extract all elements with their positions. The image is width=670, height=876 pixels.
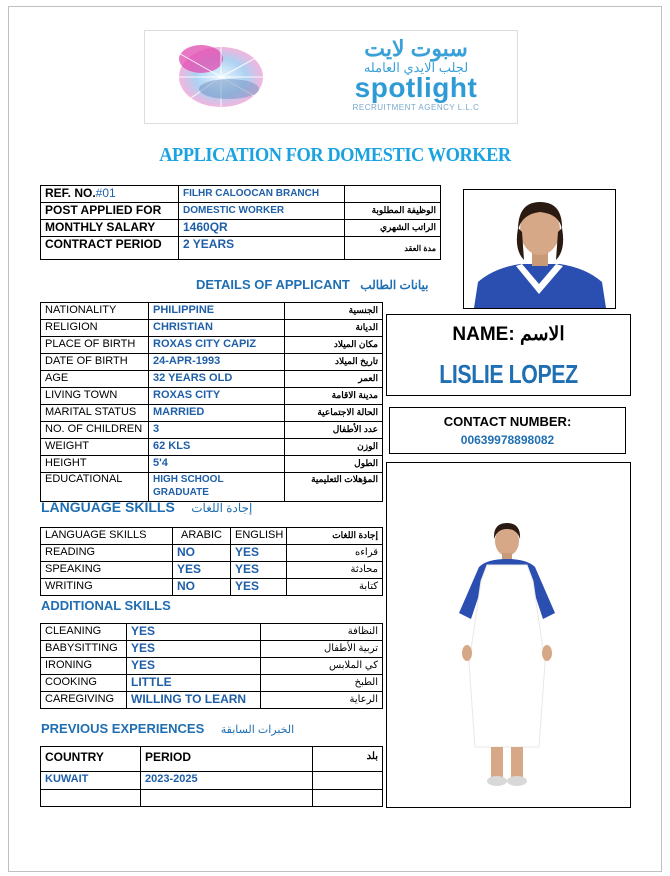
- salary-label: MONTHLY SALARY: [41, 220, 179, 237]
- contract-value: 2 YEARS: [179, 237, 345, 260]
- language-heading-en: LANGUAGE SKILLS: [41, 499, 175, 515]
- detail-value: MARRIED: [149, 405, 285, 422]
- empty-cell: [345, 186, 441, 203]
- language-col-arabic: ARABIC: [173, 528, 231, 545]
- detail-label: MARITAL STATUS: [41, 405, 149, 422]
- detail-label: AGE: [41, 371, 149, 388]
- language-arabic-value: NO: [173, 545, 231, 562]
- skill-label: CAREGIVING: [41, 692, 127, 709]
- language-col-english: ENGLISH: [231, 528, 287, 545]
- detail-value: HIGH SCHOOL GRADUATE: [149, 473, 285, 502]
- contract-label-ar: مدة العقد: [345, 237, 441, 260]
- detail-label-ar: عدد الأطفال: [285, 422, 383, 439]
- experience-heading-en: PREVIOUS EXPERIENCES: [41, 721, 205, 736]
- table-row: [41, 658, 383, 675]
- ref-label: REF. NO.: [45, 186, 96, 200]
- name-label: NAME:: [452, 324, 515, 345]
- detail-label-ar: الطول: [285, 456, 383, 473]
- skill-value: LITTLE: [127, 675, 261, 692]
- contact-number: 00639978898082: [460, 433, 555, 447]
- name-label-ar: الاسم: [519, 324, 565, 345]
- ref-cell: [41, 186, 179, 203]
- skill-label-ar: الطبخ: [261, 675, 383, 692]
- detail-value: 62 KLS: [149, 439, 285, 456]
- language-heading: [41, 499, 252, 517]
- table-row: [41, 303, 383, 320]
- table-row: [41, 790, 383, 807]
- page-title: APPLICATION FOR DOMESTIC WORKER: [159, 144, 511, 166]
- portrait-photo-icon: [464, 190, 615, 308]
- salary-label-ar: الراتب الشهري: [345, 220, 441, 237]
- empty-cell: [313, 772, 383, 790]
- salary-value: 1460QR: [179, 220, 345, 237]
- detail-value: ROXAS CITY: [149, 388, 285, 405]
- table-row: [41, 237, 441, 260]
- experience-col-ar: بلد: [313, 747, 383, 772]
- post-value: DOMESTIC WORKER: [179, 203, 345, 220]
- table-row: [41, 405, 383, 422]
- reference-table: [40, 185, 441, 260]
- table-row: [41, 528, 383, 545]
- table-row: [41, 675, 383, 692]
- contract-label: CONTRACT PERIOD: [41, 237, 179, 260]
- table-row: [41, 371, 383, 388]
- table-row: [41, 562, 383, 579]
- detail-value: 3: [149, 422, 285, 439]
- detail-label: PLACE OF BIRTH: [41, 337, 149, 354]
- additional-heading: ADDITIONAL SKILLS: [41, 598, 171, 613]
- language-skill-label: WRITING: [41, 579, 173, 596]
- table-row: [41, 320, 383, 337]
- contact-label: CONTACT NUMBER:: [443, 414, 572, 429]
- contact-box: [389, 407, 626, 454]
- table-row: [41, 388, 383, 405]
- skill-value: YES: [127, 658, 261, 675]
- language-col-skill: LANGUAGE SKILLS: [41, 528, 173, 545]
- skill-value: YES: [127, 624, 261, 641]
- table-row: [41, 186, 441, 203]
- detail-label-ar: مدينة الاقامة: [285, 388, 383, 405]
- language-skill-ar: قراءه: [287, 545, 383, 562]
- details-heading-en: DETAILS OF APPLICANT: [196, 277, 350, 292]
- full-body-photo-icon: [387, 463, 630, 807]
- skill-value: WILLING TO LEARN: [127, 692, 261, 709]
- branch-value: FILHR CALOOCAN BRANCH: [179, 186, 345, 203]
- detail-label: LIVING TOWN: [41, 388, 149, 405]
- language-arabic-value: YES: [173, 562, 231, 579]
- detail-label: HEIGHT: [41, 456, 149, 473]
- skill-label-ar: كي الملابس: [261, 658, 383, 675]
- detail-value: CHRISTIAN: [149, 320, 285, 337]
- details-heading-ar: بيانات الطالب: [360, 278, 429, 292]
- additional-table: [40, 623, 383, 709]
- table-row: [41, 579, 383, 596]
- table-row: [41, 772, 383, 790]
- detail-value: PHILIPPINE: [149, 303, 285, 320]
- ref-value: #01: [95, 186, 116, 200]
- table-row: [41, 422, 383, 439]
- experience-col-period: PERIOD: [141, 747, 313, 772]
- logo-tagline: RECRUITMENT AGENCY L.L.C: [352, 103, 480, 112]
- detail-label-ar: العمر: [285, 371, 383, 388]
- logo-brand: spotlight: [354, 72, 478, 103]
- detail-value: 32 YEARS OLD: [149, 371, 285, 388]
- table-row: [41, 220, 441, 237]
- detail-label-ar: المؤهلات التعليمية: [285, 473, 383, 502]
- language-english-value: YES: [231, 545, 287, 562]
- agency-logo: [144, 30, 518, 124]
- detail-label-ar: تاريخ الميلاد: [285, 354, 383, 371]
- detail-label-ar: الجنسية: [285, 303, 383, 320]
- detail-label: NO. OF CHILDREN: [41, 422, 149, 439]
- table-row: [41, 624, 383, 641]
- skill-label: COOKING: [41, 675, 127, 692]
- applicant-portrait: [463, 189, 616, 309]
- post-label-ar: الوظيفة المطلوبة: [345, 203, 441, 220]
- empty-cell: [313, 790, 383, 807]
- table-row: [41, 747, 383, 772]
- language-skill-ar: محادثة: [287, 562, 383, 579]
- detail-label-ar: الديانة: [285, 320, 383, 337]
- name-box: [386, 314, 631, 396]
- language-heading-ar: إجادة اللغات: [191, 501, 253, 515]
- detail-label-ar: الوزن: [285, 439, 383, 456]
- detail-label: RELIGION: [41, 320, 149, 337]
- table-row: [41, 545, 383, 562]
- skill-label: CLEANING: [41, 624, 127, 641]
- table-row: [41, 692, 383, 709]
- skill-label-ar: الرعاية: [261, 692, 383, 709]
- experience-heading-ar: الخبرات السابقة: [220, 724, 295, 736]
- detail-label: NATIONALITY: [41, 303, 149, 320]
- detail-label-ar: مكان الميلاد: [285, 337, 383, 354]
- language-col-ar: إجادة اللغات: [287, 528, 383, 545]
- post-label: POST APPLIED FOR: [41, 203, 179, 220]
- skill-label-ar: تربية الأطفال: [261, 641, 383, 658]
- experience-country: KUWAIT: [41, 772, 141, 790]
- detail-label-ar: الحالة الاجتماعية: [285, 405, 383, 422]
- detail-value: 24-APR-1993: [149, 354, 285, 371]
- detail-value: ROXAS CITY CAPIZ: [149, 337, 285, 354]
- language-arabic-value: NO: [173, 579, 231, 596]
- detail-value: 5'4: [149, 456, 285, 473]
- language-english-value: YES: [231, 579, 287, 596]
- table-row: [41, 473, 383, 502]
- language-table: [40, 527, 383, 596]
- applicant-full-photo: [386, 462, 631, 808]
- language-english-value: YES: [231, 562, 287, 579]
- table-row: [41, 439, 383, 456]
- details-heading: [196, 276, 428, 294]
- logo-arabic-name: سبوت لايت: [364, 36, 468, 61]
- applicant-name: LISLIE LOPEZ: [439, 359, 578, 389]
- detail-label: WEIGHT: [41, 439, 149, 456]
- table-row: [41, 337, 383, 354]
- empty-cell: [141, 790, 313, 807]
- table-row: [41, 641, 383, 658]
- name-label-row: [387, 323, 630, 346]
- detail-label: EDUCATIONAL: [41, 473, 149, 502]
- experience-period: 2023-2025: [141, 772, 313, 790]
- skill-label-ar: النظافة: [261, 624, 383, 641]
- language-skill-ar: كتابة: [287, 579, 383, 596]
- language-skill-label: SPEAKING: [41, 562, 173, 579]
- details-table: [40, 302, 383, 502]
- skill-label: BABYSITTING: [41, 641, 127, 658]
- language-skill-label: READING: [41, 545, 173, 562]
- table-row: [41, 203, 441, 220]
- table-row: [41, 354, 383, 371]
- detail-label: DATE OF BIRTH: [41, 354, 149, 371]
- skill-value: YES: [127, 641, 261, 658]
- table-row: [41, 456, 383, 473]
- experience-col-country: COUNTRY: [41, 747, 141, 772]
- experience-heading: [41, 720, 294, 738]
- logo-arabic-sub: لجلب الايدي العامله: [363, 60, 469, 75]
- skill-label: IRONING: [41, 658, 127, 675]
- empty-cell: [41, 790, 141, 807]
- experience-table: [40, 746, 383, 807]
